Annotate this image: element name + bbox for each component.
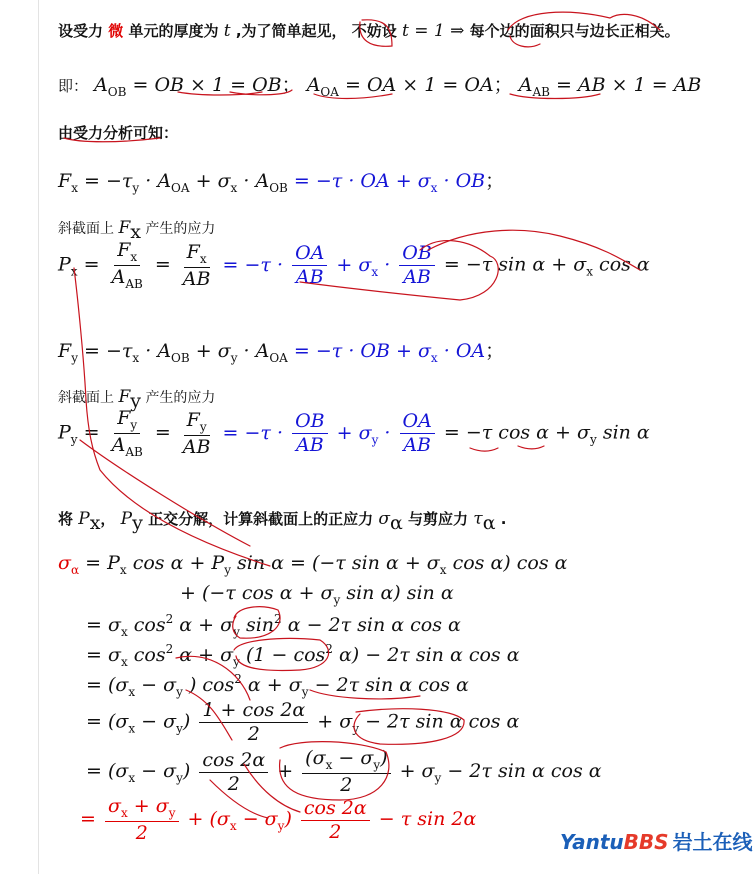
- d5-part: − σ: [141, 674, 177, 696]
- d4-sup: 2: [165, 642, 174, 656]
- frac-num: 1 + cos 2α: [202, 699, 306, 721]
- d2-part: sin α) sin α: [346, 582, 454, 604]
- d8-frac-2: [301, 798, 370, 843]
- logo-part-yantu: Yantu: [560, 830, 624, 854]
- separator: ；: [281, 74, 301, 96]
- intro-wei: 微: [108, 22, 124, 40]
- frac-num-sub: x: [325, 758, 333, 772]
- frac-num: − σ: [338, 747, 374, 769]
- frac-den: AB: [403, 266, 431, 289]
- py-sub: y: [70, 432, 78, 447]
- fx-semicolon: ；: [485, 170, 505, 192]
- d5-part: ) cos: [188, 674, 235, 696]
- decompose-tau: τ: [473, 509, 483, 529]
- fx-a2-sub: OB: [269, 181, 288, 195]
- decompose-sigma-sub: α: [389, 512, 403, 534]
- d3-sup: 2: [274, 612, 282, 626]
- d7-sub: y: [434, 771, 442, 786]
- fx-term3: + σ: [195, 170, 231, 192]
- frac-num-sub: y: [199, 419, 207, 434]
- d1-part: cos α) cos α: [452, 552, 568, 574]
- px-frac-3: [292, 243, 327, 288]
- frac-num: F: [186, 240, 200, 263]
- frac-den: 2: [227, 772, 240, 795]
- frac-den: A: [111, 266, 126, 289]
- frac-den: AB: [403, 434, 432, 457]
- d7-sub: x: [128, 771, 136, 786]
- areas-line: [58, 70, 701, 99]
- px-result-sub: x: [586, 264, 593, 279]
- intro-t: t: [223, 21, 231, 41]
- fx-a1-sub: OA: [171, 181, 190, 195]
- fy-term1: = −τ: [84, 340, 133, 362]
- fx-blue-term: = −τ · OA + σ: [293, 170, 431, 192]
- py-blue-1: = −τ ·: [222, 421, 284, 444]
- intro-equation: t = 1 ⇒: [402, 21, 465, 41]
- intro-line: [58, 20, 680, 41]
- fy-sub: y: [71, 351, 78, 365]
- area-oa-symbol: A: [306, 74, 321, 96]
- intro-text-1: 设受力: [58, 22, 104, 40]
- fy-symbol: F: [58, 340, 72, 362]
- area-oa-sub: OA: [320, 85, 339, 99]
- d4-sup: 2: [325, 642, 333, 656]
- stress-x-var: F: [118, 218, 131, 238]
- ji-label: 即：: [58, 77, 89, 95]
- d6-part: − 2τ sin α cos α: [365, 710, 520, 733]
- d7-part: ): [182, 760, 191, 783]
- px-frac-4: [399, 243, 435, 288]
- decompose-text-2: 正交分解，计算斜截面上的正应力: [148, 510, 374, 528]
- force-analysis-heading: 由受力分析可知：: [58, 124, 179, 142]
- fy-term2: · A: [145, 340, 172, 362]
- stress-x-post: 产生的应力: [145, 221, 216, 237]
- decompose-text-1: 将: [58, 510, 74, 528]
- frac-num: + σ: [133, 795, 169, 817]
- px-symbol: P: [58, 253, 71, 276]
- px-blue-2: + σ: [336, 253, 372, 276]
- d1-part: = P: [85, 552, 120, 574]
- frac-den: 2: [340, 774, 353, 797]
- derivation-line-6: [86, 700, 519, 745]
- d7-sub: y: [176, 771, 183, 786]
- fy-a2-sub: OA: [269, 351, 288, 365]
- frac-num: cos 2α: [303, 796, 367, 819]
- d8-frac-1: [105, 796, 179, 844]
- sigma-alpha-sub: α: [70, 563, 80, 577]
- d2-part: + (−τ cos α + σ: [180, 582, 334, 604]
- fx-equation: [58, 166, 504, 195]
- py-blue-2: + σ: [336, 421, 372, 444]
- d3-part: α + σ: [179, 614, 234, 636]
- frac-den-sub: AB: [125, 277, 143, 292]
- d4-part: cos: [133, 644, 166, 666]
- d5-sub: y: [301, 685, 309, 699]
- d8-eq: =: [80, 808, 96, 831]
- fx-term2: · A: [145, 170, 172, 192]
- px-sub: x: [70, 264, 78, 279]
- px-result-tail: cos α: [599, 253, 650, 276]
- fy-equation: [58, 336, 504, 365]
- frac-num-sub: x: [120, 806, 128, 820]
- d3-sup: 2: [165, 612, 174, 626]
- fx-blue-tail: · OB: [443, 170, 486, 192]
- frac-num: σ: [107, 795, 121, 817]
- d7-part: = (σ: [86, 760, 129, 783]
- d5-part: α + σ: [247, 674, 302, 696]
- py-frac-1: [109, 408, 146, 459]
- derivation-line-7: [86, 748, 602, 796]
- px-result: = −τ sin α + σ: [443, 253, 587, 276]
- d8-sub: x: [229, 819, 237, 834]
- area-ab-eq: = AB × 1 = AB: [555, 74, 702, 96]
- py-frac-3: [292, 411, 328, 456]
- px-frac-1: [109, 240, 146, 291]
- fy-a1-sub: OB: [171, 351, 190, 365]
- py-blue-sub: y: [371, 432, 379, 447]
- d5-sup: 2: [234, 672, 242, 686]
- d6-part: + σ: [317, 710, 353, 733]
- frac-num: OB: [295, 410, 325, 433]
- d7-plus: +: [277, 760, 294, 783]
- frac-num-sub: y: [168, 806, 176, 820]
- d3-sub: y: [233, 625, 240, 639]
- frac-den: AB: [182, 267, 211, 290]
- d8-tail: − τ sin 2α: [378, 808, 477, 831]
- py-blue-3: ·: [384, 421, 391, 444]
- d1-part: sin α = (−τ sin α + σ: [237, 552, 440, 574]
- d6-part: = (σ: [86, 710, 129, 733]
- frac-num-sub: y: [373, 758, 381, 772]
- decompose-period: .: [500, 510, 507, 528]
- py-symbol: P: [58, 421, 71, 444]
- d5-sub: y: [176, 685, 183, 699]
- decompose-px-sub: x: [89, 512, 101, 534]
- separator: ；: [493, 74, 513, 96]
- decompose-tau-sub: α: [482, 512, 496, 534]
- py-result: = −τ cos α + σ: [443, 421, 590, 444]
- d3-sub: x: [120, 625, 128, 639]
- decompose-text-3: 与剪应力: [408, 510, 469, 528]
- d2-sub: y: [333, 593, 341, 607]
- intro-text-3: ,为了简单起见，: [235, 22, 347, 40]
- logo-part-cn: 岩土在线: [672, 830, 753, 854]
- d1-part: cos α + P: [132, 552, 225, 574]
- d7-part: − σ: [141, 760, 177, 783]
- fx-term4: · A: [243, 170, 270, 192]
- frac-num-sub: y: [130, 418, 138, 432]
- py-frac-2: [180, 410, 214, 458]
- fy-blue-term: = −τ · OB + σ: [293, 340, 431, 362]
- derivation-line-8: [80, 796, 476, 844]
- fy-sy-sub: y: [230, 351, 238, 365]
- d4-sub: x: [120, 655, 128, 669]
- derivation-line-3: [86, 612, 461, 639]
- stress-y-post: 产生的应力: [145, 390, 216, 406]
- sigma-alpha-symbol: σ: [58, 552, 71, 574]
- frac-den: A: [111, 434, 126, 457]
- fx-term1: = −τ: [84, 170, 133, 192]
- d3-part: cos: [133, 614, 166, 636]
- d5-part: = (σ: [86, 674, 129, 696]
- frac-den: AB: [182, 435, 211, 458]
- d3-part: α − 2τ sin α cos α: [287, 614, 461, 636]
- logo-part-bbs: BBS: [623, 830, 669, 854]
- d3-part: = σ: [86, 614, 121, 636]
- py-equation: $P_y$ = $\frac{F_y}{A_{AB}}$ = $\frac{F_y}{AB}$ = −τ · $\frac{OB}{AB}$ + $\sigma_y$ · $\frac{OA}{AB}$ = −τ $\cos \alpha + \sigma_y$ sin α: [58, 407, 650, 460]
- decompose-comma: ，: [100, 510, 116, 528]
- frac-num: F: [186, 408, 200, 431]
- frac-num-sub: x: [130, 250, 138, 264]
- decompose-px: P: [78, 509, 90, 529]
- decompose-heading: [58, 508, 506, 534]
- px-equation: $P_x$ = $\frac{F_x}{A_{AB}}$ = $\frac{F_x}{AB}$ = −τ · $\frac{OA}{AB}$ + $\sigma_x$ · $\frac{OB}{AB}$ = −τ $\sin \alpha + \sigma_x$ cos α: [58, 239, 650, 292]
- px-blue-3: ·: [384, 253, 391, 276]
- frac-num: OB: [402, 242, 432, 265]
- d6-sub: y: [176, 721, 183, 736]
- d3-part: sin: [245, 614, 275, 636]
- intro-text-4: 不妨设: [351, 22, 397, 40]
- area-ob-symbol: A: [94, 74, 108, 96]
- stress-y-var: F: [118, 387, 131, 407]
- fy-term3: + σ: [195, 340, 231, 362]
- d4-part: = σ: [86, 644, 121, 666]
- area-ab-sub: AB: [532, 85, 550, 99]
- decompose-sigma: σ: [378, 509, 390, 529]
- py-result-sub: y: [589, 432, 597, 447]
- frac-den: 2: [247, 722, 260, 745]
- stress-x-sub: x: [130, 221, 141, 243]
- area-ab-symbol: A: [518, 74, 533, 96]
- d6-sub: x: [128, 721, 136, 736]
- d8-part: − σ: [242, 808, 278, 831]
- area-oa-eq: = OA × 1 = OA: [344, 74, 494, 96]
- frac-num: (σ: [305, 747, 326, 769]
- d8-part: ): [284, 808, 292, 831]
- d7-frac-2: [302, 748, 390, 796]
- fx-blue-sub: x: [430, 181, 438, 195]
- fy-blue-tail: · OA: [443, 340, 486, 362]
- fx-tau-sub: y: [132, 181, 140, 195]
- frac-num: OA: [295, 242, 325, 265]
- area-ob-eq: = OB × 1 = OB: [132, 74, 282, 96]
- decompose-py: P: [120, 509, 133, 529]
- fy-blue-sub: x: [430, 351, 438, 365]
- d6-part: ): [182, 710, 191, 733]
- d7-frac-1: [199, 750, 268, 795]
- frac-den-sub: AB: [125, 445, 143, 460]
- frac-num: F: [117, 407, 131, 429]
- frac-den: AB: [295, 434, 324, 457]
- d1-sub: x: [119, 563, 127, 577]
- d8-sub: y: [277, 819, 285, 834]
- frac-den: 2: [329, 820, 342, 843]
- frac-num: OA: [402, 410, 432, 433]
- derivation-line-4: [86, 642, 520, 669]
- d4-sub: y: [233, 655, 240, 669]
- d6-sub: y: [352, 721, 360, 736]
- d7-part: + σ: [399, 760, 435, 783]
- px-blue-sub: x: [371, 264, 379, 279]
- frac-num-sub: x: [199, 251, 207, 266]
- intro-text-5: 每个边的面积只与边长正相关。: [469, 22, 680, 40]
- fy-tau-sub: x: [132, 351, 140, 365]
- frac-num: ): [380, 747, 388, 769]
- d1-sub: x: [439, 563, 447, 577]
- d4-part: α) − 2τ sin α cos α: [338, 644, 520, 666]
- d8-part: + (σ: [187, 808, 230, 831]
- decompose-py-sub: y: [132, 512, 143, 534]
- yantubbs-logo: [560, 826, 753, 855]
- frac-den: AB: [295, 266, 324, 289]
- fx-sx-sub: x: [230, 181, 238, 195]
- fy-semicolon: ；: [485, 340, 505, 362]
- px-blue-1: = −τ ·: [222, 253, 284, 276]
- derivation-line-1: [58, 552, 567, 577]
- derivation-line-5: [86, 672, 469, 699]
- area-ob-sub: OB: [107, 85, 127, 99]
- stress-x-pre: 斜截面上: [58, 221, 114, 237]
- d5-part: − 2τ sin α cos α: [314, 674, 469, 696]
- derivation-line-2: [180, 582, 454, 607]
- d4-part: (1 − cos: [245, 644, 326, 666]
- d4-part: α + σ: [179, 644, 234, 666]
- px-frac-2: [180, 242, 214, 290]
- stress-y-sub: y: [130, 390, 141, 412]
- py-result-tail: sin α: [602, 421, 650, 444]
- stress-y-pre: 斜截面上: [58, 390, 114, 406]
- d6-part: − σ: [141, 710, 177, 733]
- fy-term4: · A: [243, 340, 270, 362]
- d6-frac: [199, 700, 308, 745]
- frac-num: F: [117, 239, 131, 261]
- fx-symbol: F: [58, 170, 72, 192]
- frac-den: 2: [135, 822, 148, 845]
- py-frac-4: [400, 411, 435, 456]
- d1-sub: y: [224, 563, 231, 577]
- fx-sub: x: [71, 181, 78, 195]
- d7-part: − 2τ sin α cos α: [447, 760, 602, 783]
- d5-sub: x: [128, 685, 136, 699]
- intro-text-2: 单元的厚度为: [128, 22, 219, 40]
- frac-num: cos 2α: [202, 748, 266, 771]
